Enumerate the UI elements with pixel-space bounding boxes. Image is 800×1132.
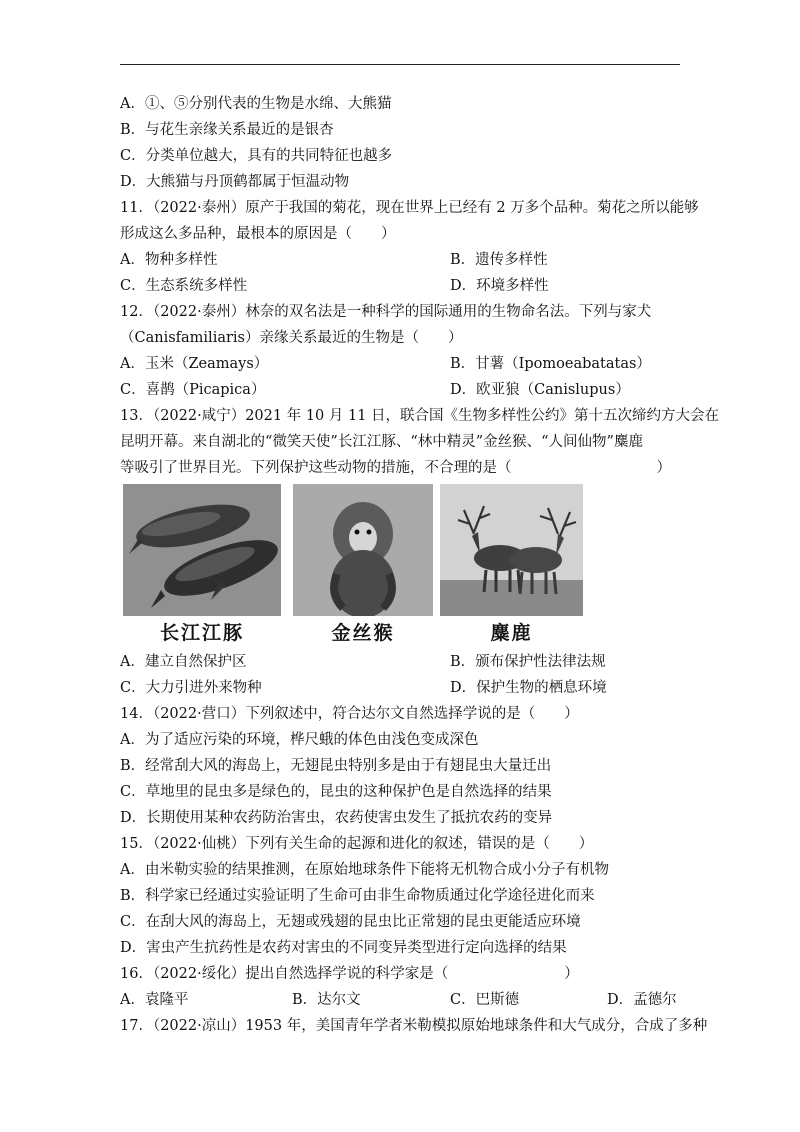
q16-option-a: A．袁隆平	[120, 992, 189, 1008]
caption-finless-porpoise: 长江江豚	[159, 622, 244, 644]
q14-option-d: D．长期使用某种农药防治害虫，农药使害虫发生了抵抗农药的变异	[120, 810, 553, 826]
golden-monkey-photo	[293, 484, 433, 616]
q16-option-d: D．孟德尔	[607, 992, 677, 1008]
q16-option-b: B．达尔文	[292, 992, 361, 1008]
q12-options-row1	[120, 352, 651, 376]
q13-stem-line1: 13．（2022·咸宁）2021 年 10 月 11 日，联合国《生物多样性公约》第十五次缔约方大会在	[120, 408, 720, 424]
q13-option-b: B．颁布保护性法律法规	[450, 654, 606, 670]
q14-option-b: B．经常刮大风的海岛上，无翅昆虫特别多是由于有翅昆虫大量迁出	[120, 758, 552, 774]
q12-option-d: D．欧亚狼（Canislupus）	[450, 382, 630, 398]
q13-stem-line3: 等吸引了世界目光。下列保护这些动物的措施，不合理的是（ ）	[120, 460, 671, 476]
q13-options-row2	[120, 676, 607, 700]
q12-stem-line1: 12．（2022·泰州）林奈的双名法是一种科学的国际通用的生物命名法。下列与家犬	[120, 304, 652, 320]
q11-option-c: C．生态系统多样性	[120, 278, 248, 294]
q13-option-c: C．大力引进外来物种	[120, 680, 262, 696]
q10-option-b: B．与花生亲缘关系最近的是银杏	[120, 122, 334, 138]
q17-stem-line1: 17．（2022·凉山）1953 年，美国青年学者米勒模拟原始地球条件和大气成分，合成了多种	[120, 1018, 708, 1034]
q13-option-d: D．保护生物的栖息环境	[450, 680, 607, 696]
caption-pere-davids-deer: 麋鹿	[490, 622, 533, 644]
q15-option-d: D．害虫产生抗药性是农药对害虫的不同变异类型进行定向选择的结果	[120, 940, 567, 956]
header-rule	[120, 64, 680, 65]
q10-option-d: D．大熊猫与丹顶鹤都属于恒温动物	[120, 174, 350, 190]
q15-option-a: A．由米勒实验的结果推测，在原始地球条件下能将无机物合成小分子有机物	[120, 862, 609, 878]
pere-davids-deer-photo	[440, 484, 583, 616]
finless-porpoise-illustration	[123, 484, 281, 616]
q16-options-row	[120, 988, 680, 1012]
q14-stem: 14．（2022·营口）下列叙述中，符合达尔文自然选择学说的是（ ）	[120, 706, 579, 722]
q12-option-b: B．甘薯（Ipomoeabatatas）	[450, 356, 651, 372]
q15-stem: 15．（2022·仙桃）下列有关生命的起源和进化的叙述，错误的是（ ）	[120, 836, 594, 852]
q11-stem-line2: 形成这么多品种，最根本的原因是（ ）	[120, 226, 396, 242]
q13-stem-line2: 昆明开幕。来自湖北的“微笑天使”长江江豚、“林中精灵”金丝猴、“人间仙物”麋鹿	[120, 434, 643, 450]
q11-option-b: B．遗传多样性	[450, 252, 548, 268]
q12-option-a: A．玉米（Zeamays）	[120, 356, 269, 372]
q14-option-a: A．为了适应污染的环境，桦尺蛾的体色由浅色变成深色	[120, 732, 479, 748]
q10-option-a: A．①、⑤分别代表的生物是水绵、大熊猫	[120, 96, 392, 112]
q13-option-a: A．建立自然保护区	[120, 654, 247, 670]
q12-option-c: C．喜鹊（Picapica）	[120, 382, 266, 398]
q15-option-c: C．在刮大风的海岛上，无翅或残翅的昆虫比正常翅的昆虫更能适应环境	[120, 914, 581, 930]
q16-option-c: C．巴斯德	[450, 992, 520, 1008]
golden-monkey-illustration	[293, 484, 433, 616]
q16-stem: 16．（2022·绥化）提出自然选择学说的科学家是（ ）	[120, 966, 579, 982]
q15-option-b: B．科学家已经通过实验证明了生命可由非生命物质通过化学途径进化而来	[120, 888, 595, 904]
q11-option-a: A．物种多样性	[120, 252, 218, 268]
q14-option-c: C．草地里的昆虫多是绿色的，昆虫的这种保护色是自然选择的结果	[120, 784, 552, 800]
q13-options-row1	[120, 650, 606, 674]
q10-option-c: C．分类单位越大，具有的共同特征也越多	[120, 148, 393, 164]
finless-porpoise-photo	[123, 484, 281, 616]
q12-stem-line2: （Canisfamiliaris）亲缘关系最近的生物是（ ）	[120, 330, 463, 346]
q11-stem-line1: 11．（2022·泰州）原产于我国的菊花，现在世界上已经有 2 万多个品种。菊花之所以能够	[120, 200, 699, 216]
q11-options-row1	[120, 248, 548, 272]
q11-option-d: D．环境多样性	[450, 278, 549, 294]
caption-golden-monkey: 金丝猴	[331, 622, 395, 644]
q12-options-row2	[120, 378, 630, 402]
q11-options-row2	[120, 274, 549, 298]
pere-davids-deer-illustration	[440, 484, 583, 616]
